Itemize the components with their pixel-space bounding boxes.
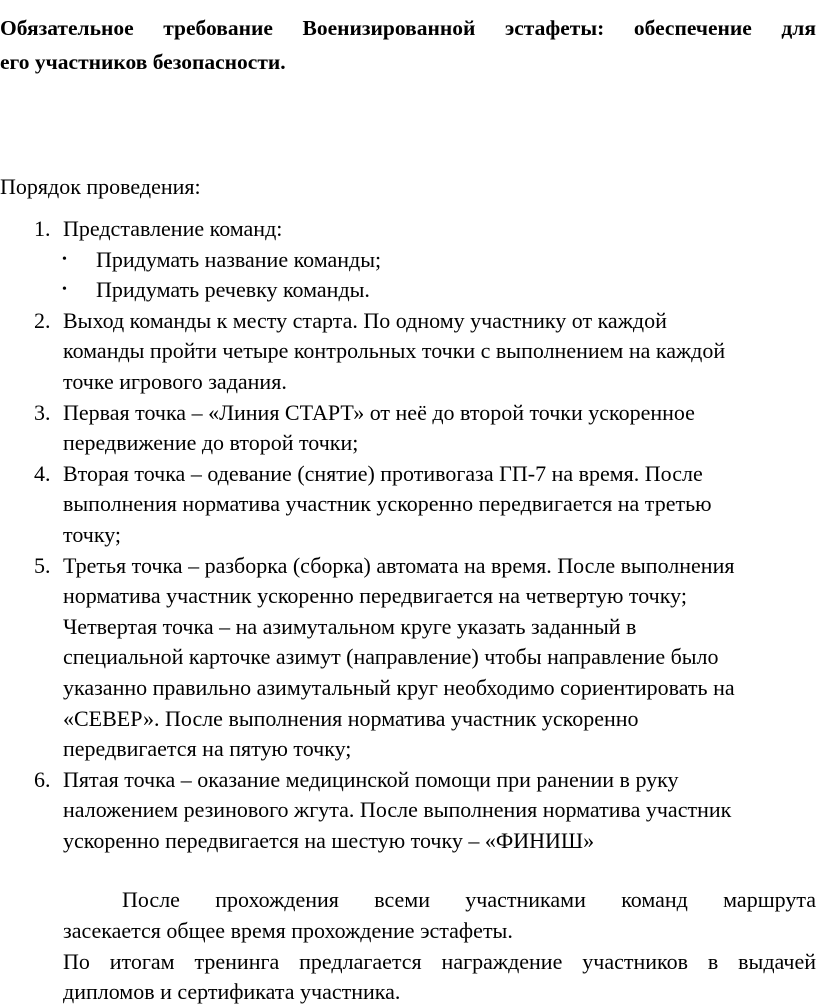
list-item-line: передвижение до второй точки; (63, 430, 359, 456)
bullet-item: Придумать название команды; (96, 246, 382, 272)
list-item-line: Пятая точка – оказание медицинской помощи при ранении в руку (63, 766, 679, 792)
list-item-line: «СЕВЕР». После выполнения норматива участник ускоренно (63, 705, 639, 731)
list-item-line: передвигается на пятую точку; (63, 736, 352, 762)
list-item-number: 1. (34, 216, 51, 241)
list-item-line: наложением резинового жгута. После выполнения норматива участник (63, 797, 732, 823)
closing-p1-line-2: засекается общее время прохождение эстафеты. (63, 918, 513, 943)
list-item-number: 5. (34, 552, 51, 578)
bullet-icon: • (62, 251, 67, 267)
title-line-1: Обязательное требование Военизированной эстафеты: обеспечение для (0, 16, 816, 40)
list-item-line: специальной карточке азимут (направление) чтобы направление было (63, 644, 719, 670)
list-item-line: точке игрового задания. (63, 369, 287, 394)
list-item-number: 4. (34, 460, 51, 486)
list-item-number: 3. (34, 399, 51, 425)
list-item-number: 2. (34, 307, 51, 333)
list-item-line: точку; (63, 522, 122, 547)
procedure-heading: Порядок проведения: (0, 174, 201, 199)
list-item-line: Представление команд: (63, 216, 283, 241)
closing-p2-line-2: дипломов и сертификата участника. (63, 979, 401, 1004)
list-item-line: команды пройти четыре контрольных точки с выполнением на каждой (63, 338, 726, 364)
list-item-line: Вторая точка – одевание (снятие) противогаза ГП-7 на время. После (63, 460, 703, 486)
list-item-line: ускоренно передвигается на шестую точку – «ФИНИШ» (63, 828, 595, 853)
closing-p1-line-1: После прохождения всеми участниками команд маршрута (122, 887, 816, 912)
list-item-line: Четвертая точка – на азимутальном круге указать заданный в (63, 613, 637, 639)
list-item-line: указанно правильно азимутальный круг необходимо сориентировать на (63, 675, 735, 700)
closing-p2-line-1: По итогам тренинга предлагается награждение участников в выдачей (63, 949, 816, 974)
title-line-2: его участников безопасности. (0, 50, 286, 74)
bullet-item: Придумать речевку команды. (96, 277, 370, 303)
list-item-line: норматива участник ускоренно передвигается на четвертую точку; (63, 583, 687, 609)
list-item-line: Выход команды к месту старта. По одному участнику от каждой (63, 307, 667, 333)
list-item-line: Третья точка – разборка (сборка) автомата на время. После выполнения (63, 552, 735, 578)
list-item-line: Первая точка – «Линия СТАРТ» от неё до второй точки ускоренное (63, 399, 695, 425)
bullet-icon: • (62, 282, 67, 298)
list-item-number: 6. (34, 766, 51, 792)
list-item-line: выполнения норматива участник ускоренно передвигается на третью (63, 491, 712, 517)
